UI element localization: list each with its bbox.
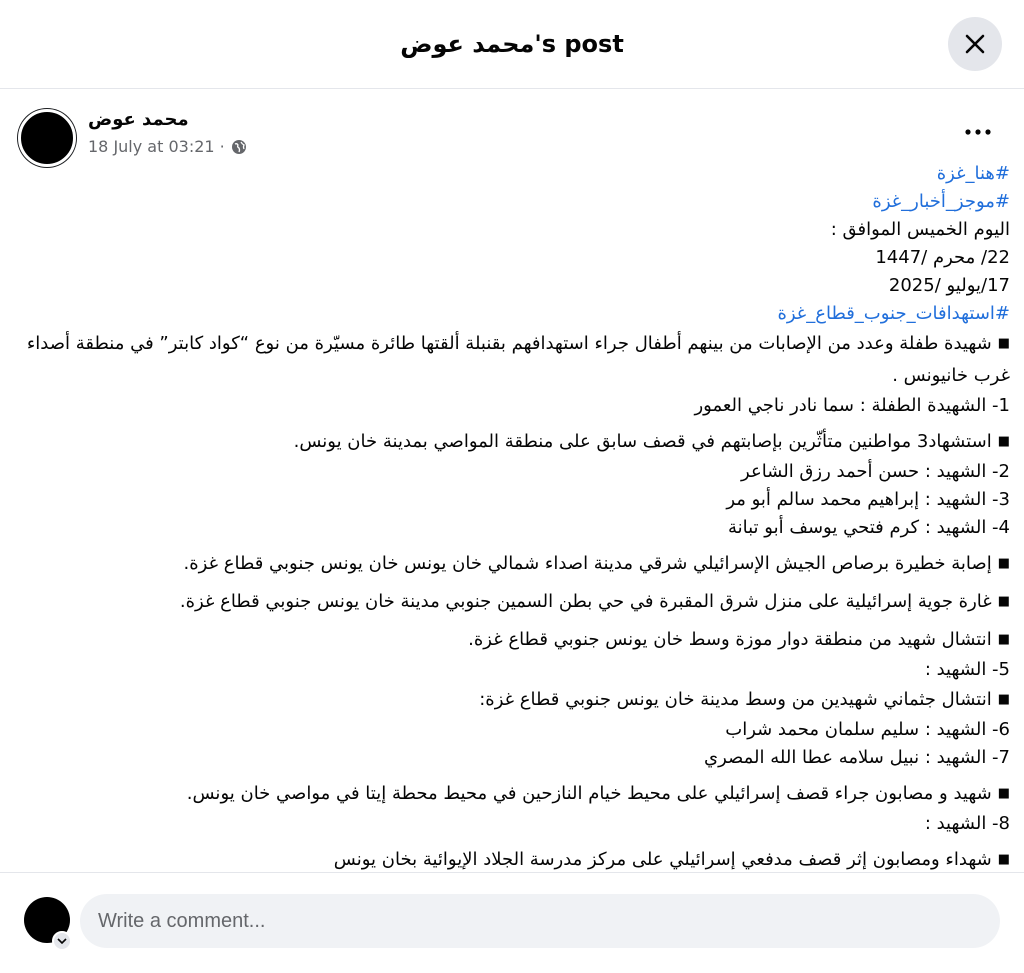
martyr-line: 7- الشهيد : نبيل سلامه عطا الله المصري: [703, 747, 1010, 768]
post-scroll-area[interactable]: [0, 90, 1024, 872]
author-block: [88, 109, 247, 156]
martyr-line: 6- الشهيد : سليم سلمان محمد شراب: [725, 719, 1010, 740]
news-item-text: استشهاد3 مواطنين متأثّرين بإصابتهم في قصف سابق على منطقة المواصي بمدينة خان يونس.: [293, 431, 992, 452]
martyr-line: 4- الشهيد : كرم فتحي يوسف أبو تبانة: [727, 517, 1010, 538]
news-item-text: شهداء ومصابون إثر قصف مدفعي إسرائيلي على مركز مدرسة الجلاد الإيوائية بخان يونس: [333, 849, 992, 870]
news-item: ■انتشال جثماني شهيدين من وسط مدينة خان يونس جنوبي قطاع غزة:: [479, 689, 1010, 710]
close-button[interactable]: [948, 17, 1002, 71]
news-item: ■إصابة خطيرة برصاص الجيش الإسرائيلي شرقي مدينة اصداء شمالي خان يونس خان يونس جنوبي قطاع غزة.: [183, 553, 1010, 574]
news-item-text: شهيدة طفلة وعدد من الإصابات من بينهم أطفال جراء استهدافهم بقنبلة ألقتها طائرة مسيّرة من نوع “كواد كابتر” في منطقة أصداء غرب خانيونس .: [26, 333, 1010, 386]
hashtag-link[interactable]: #استهدافات_جنوب_قطاع_غزة: [777, 303, 1010, 324]
news-item-text: انتشال جثماني شهيدين من وسط مدينة خان يونس جنوبي قطاع غزة:: [479, 689, 992, 710]
hashtag-link[interactable]: #هنا_غزة: [936, 163, 1010, 184]
martyr-line: 8- الشهيد :: [924, 813, 1010, 834]
martyr-line: 2- الشهيد : حسن أحمد رزق الشاعر: [741, 461, 1010, 482]
martyr-line: 1- الشهيدة الطفلة : سما نادر ناجي العمور: [694, 395, 1010, 416]
author-name[interactable]: محمد عوض: [88, 109, 189, 130]
close-icon: [964, 33, 986, 55]
comment-input[interactable]: [80, 894, 1000, 948]
news-item-text: إصابة خطيرة برصاص الجيش الإسرائيلي شرقي مدينة اصداء شمالي خان يونس خان يونس جنوبي قطاع غزة.: [183, 553, 992, 574]
martyr-line: 3- الشهيد : إبراهيم محمد سالم أبو مر: [726, 489, 1010, 510]
news-item: ■شهداء ومصابون إثر قصف مدفعي إسرائيلي على مركز مدرسة الجلاد الإيوائية بخان يونس: [333, 849, 1010, 870]
profile-switcher-button[interactable]: [52, 931, 72, 951]
globe-icon: [231, 139, 247, 155]
news-item-text: شهيد و مصابون جراء قصف إسرائيلي على محيط خيام النازحين في محيط محطة إيتا في مواصي خان يونس.: [186, 783, 992, 804]
date-line: 22/ محرم /1447: [875, 247, 1010, 268]
news-item: ■شهيدة طفلة وعدد من الإصابات من بينهم أطفال جراء استهدافهم بقنبلة ألقتها طائرة مسيّرة من نوع “كواد كابتر” في منطقة أصداء غرب خانيونس .: [26, 333, 1010, 386]
chevron-down-icon: [57, 938, 67, 944]
author-avatar[interactable]: [18, 109, 76, 167]
news-item: ■غارة جوية إسرائيلية على منزل شرق المقبرة في حي بطن السمين جنوبي مدينة خان يونس جنوبي قطاع غزة.: [179, 591, 1010, 612]
news-item-text: انتشال شهيد من منطقة دوار موزة وسط خان يونس جنوبي قطاع غزة.: [468, 629, 992, 650]
news-item: ■انتشال شهيد من منطقة دوار موزة وسط خان يونس جنوبي قطاع غزة.: [468, 629, 1010, 650]
news-item: ■استشهاد3 مواطنين متأثّرين بإصابتهم في قصف سابق على منطقة المواصي بمدينة خان يونس.: [293, 431, 1010, 452]
post-text: [16, 160, 1010, 872]
news-item-text: غارة جوية إسرائيلية على منزل شرق المقبرة في حي بطن السمين جنوبي مدينة خان يونس جنوبي قطاع غزة.: [179, 591, 992, 612]
page-title: محمد عوض's post: [400, 30, 624, 58]
post-dialog-header: [0, 0, 1024, 89]
hashtag-link[interactable]: #موجز_أخبار_غزة: [872, 191, 1010, 212]
more-icon: [965, 129, 991, 135]
news-item: ■شهيد و مصابون جراء قصف إسرائيلي على محيط خيام النازحين في محيط محطة إيتا في مواصي خان يونس.: [186, 783, 1010, 804]
post-meta: [88, 137, 247, 156]
comment-composer: [0, 872, 1024, 973]
martyr-line: 5- الشهيد :: [924, 659, 1010, 680]
post-header: [18, 107, 247, 167]
date-line: اليوم الخميس الموافق :: [830, 219, 1010, 240]
date-line: 17/يوليو /2025: [888, 275, 1010, 296]
more-options-button[interactable]: [958, 120, 998, 144]
post-timestamp[interactable]: 18 July at 03:21 ·: [88, 137, 225, 156]
